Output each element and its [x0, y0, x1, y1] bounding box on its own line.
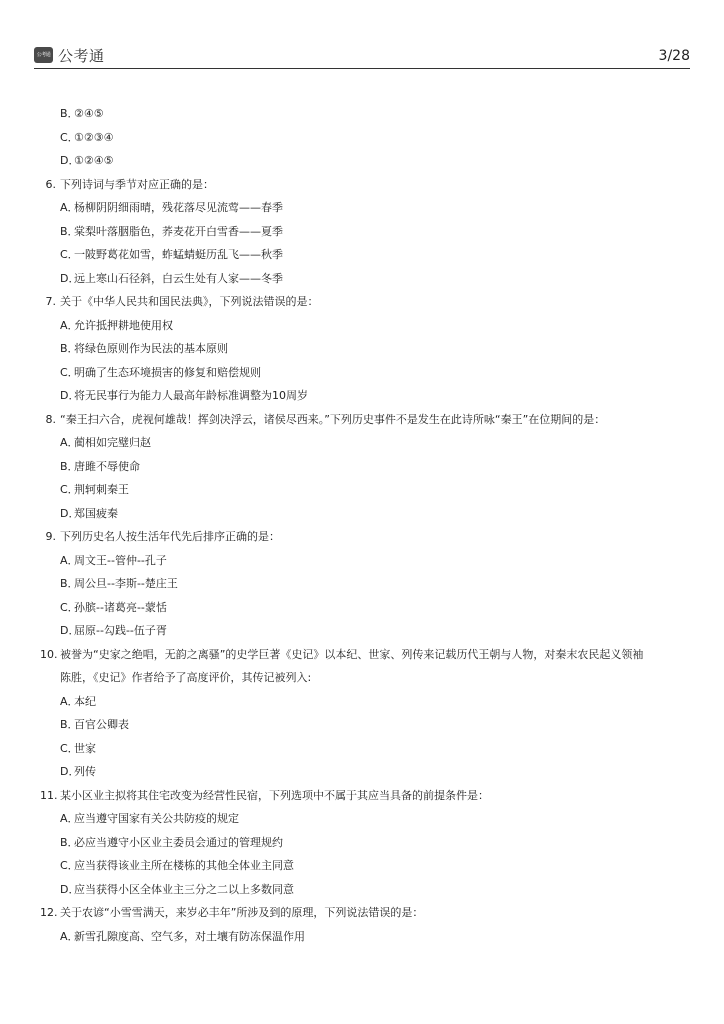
page-header	[34, 42, 690, 69]
option	[40, 572, 690, 596]
option-letter: A．	[60, 694, 79, 708]
option-letter: C．	[60, 248, 79, 261]
option	[40, 431, 690, 455]
option-letter: D．	[60, 624, 80, 637]
option-text: ②④⑤	[74, 107, 104, 120]
option	[40, 596, 690, 620]
option-letter: A．	[60, 812, 79, 825]
option-letter: C．	[60, 130, 79, 144]
question	[40, 525, 690, 643]
option	[40, 102, 690, 126]
question	[40, 408, 690, 526]
option-text: 本纪	[74, 694, 96, 708]
logo-text: 公考通	[58, 46, 105, 65]
option-letter: A．	[60, 929, 79, 943]
option-text: 必应当遵守小区业主委员会通过的管理规约	[74, 835, 283, 849]
option	[40, 619, 690, 643]
page-number: 3/28	[658, 48, 690, 64]
option	[40, 126, 690, 150]
option-text: 郑国疲秦	[74, 506, 118, 520]
option	[40, 314, 690, 338]
question-number: 8.	[45, 412, 56, 426]
option-letter: B．	[60, 342, 79, 355]
option-text: 杨柳阴阴细雨晴，残花落尽见流莺——春季	[74, 201, 283, 214]
option-text: 百官公卿表	[74, 718, 129, 731]
option	[40, 690, 690, 714]
option	[40, 149, 690, 173]
option	[40, 549, 690, 573]
option-text: 应当遵守国家有关公共防疫的规定	[74, 812, 239, 825]
option-letter: D．	[60, 882, 80, 896]
option-letter: A．	[60, 553, 79, 567]
option-letter: B．	[60, 577, 79, 590]
option	[40, 478, 690, 502]
leading-options	[40, 102, 690, 173]
option-text: 荆轲刺秦王	[74, 483, 129, 496]
option-letter: A．	[60, 318, 79, 332]
option-letter: C．	[60, 859, 79, 872]
question-stem: 关于《中华人民共和国民法典》，下列说法错误的是：	[60, 295, 319, 308]
question-stem: 下列历史名人按生活年代先后排序正确的是：	[60, 530, 280, 543]
option	[40, 831, 690, 855]
option	[40, 455, 690, 479]
question-number: 12.	[40, 906, 58, 919]
logo	[34, 45, 105, 65]
option	[40, 925, 690, 949]
option-letter: B．	[60, 718, 79, 731]
option-letter: B．	[60, 835, 79, 849]
option-letter: B．	[60, 459, 79, 473]
option-letter: C．	[60, 600, 79, 614]
option	[40, 737, 690, 761]
option-text: ①②④⑤	[74, 154, 114, 167]
option	[40, 854, 690, 878]
option	[40, 243, 690, 267]
option-text: 一陂野葛花如雪，蚱蜢蜻蜓历乱飞——秋季	[74, 248, 283, 261]
option	[40, 502, 690, 526]
question	[40, 643, 690, 784]
option-letter: A．	[60, 201, 79, 214]
option-letter: C．	[60, 741, 79, 755]
question-number: 7.	[45, 295, 56, 308]
option-text: 世家	[74, 741, 96, 755]
option-letter: D．	[60, 389, 80, 402]
option-text: 孙膑--诸葛亮--蒙恬	[74, 600, 167, 614]
question-number: 6.	[45, 177, 56, 191]
option-text: 屈原--勾践--伍子胥	[74, 624, 167, 637]
question	[40, 290, 690, 408]
question	[40, 901, 690, 948]
question-stem: 被誉为“史家之绝唱，无韵之离骚”的史学巨著《史记》以本纪、世家、列传来记载历代王朝与人物，对秦末农民起义领袖	[60, 647, 644, 661]
option	[40, 878, 690, 902]
option	[40, 713, 690, 737]
option-letter: B．	[60, 224, 79, 238]
option-text: 应当获得小区全体业主三分之二以上多数同意	[74, 882, 294, 896]
option-text: 周公旦--李斯--楚庄王	[74, 577, 178, 590]
question-stem: 关于农谚“小雪雪满天，来岁必丰年”所涉及到的原理，下列说法错误的是：	[60, 906, 424, 919]
option-text: 棠梨叶落胭脂色，荞麦花开白雪香——夏季	[74, 224, 283, 238]
option-letter: D．	[60, 506, 80, 520]
option-text: ①②③④	[74, 130, 114, 144]
option-text: 将绿色原则作为民法的基本原则	[74, 342, 228, 355]
question	[40, 173, 690, 291]
logo-badge: 公考通	[34, 47, 53, 63]
option	[40, 267, 690, 291]
question-list	[40, 102, 690, 948]
option-text: 应当获得该业主所在楼栋的其他全体业主同意	[74, 859, 294, 872]
option-text: 允许抵押耕地使用权	[74, 318, 173, 332]
option-text: 将无民事行为能力人最高年龄标准调整为10周岁	[74, 389, 308, 402]
option-text: 唐雎不辱使命	[74, 459, 140, 473]
option-text: 新雪孔隙度高、空气多，对土壤有防冻保温作用	[74, 929, 305, 943]
option-letter: D．	[60, 765, 80, 778]
question-stem: 某小区业主拟将其住宅改变为经营性民宿，下列选项中不属于其应当具备的前提条件是：	[60, 788, 489, 802]
option	[40, 196, 690, 220]
option	[40, 384, 690, 408]
option-text: 列传	[74, 765, 96, 778]
option-letter: C．	[60, 365, 79, 379]
option-letter: D．	[60, 154, 80, 167]
question-stem-continued: 陈胜，《史记》作者给予了高度评价，其传记被列入:	[60, 671, 312, 684]
option	[40, 337, 690, 361]
option	[40, 361, 690, 385]
question	[40, 784, 690, 902]
question-stem: 下列诗词与季节对应正确的是：	[60, 177, 214, 191]
option	[40, 220, 690, 244]
option-letter: D．	[60, 271, 80, 285]
option-text: 明确了生态环境损害的修复和赔偿规则	[74, 365, 261, 379]
question-number: 11.	[40, 788, 58, 802]
option-letter: C．	[60, 483, 79, 496]
option-letter: B．	[60, 107, 79, 120]
option	[40, 760, 690, 784]
option-text: 周文王--管仲--孔子	[74, 553, 167, 567]
option-text: 远上寒山石径斜，白云生处有人家——冬季	[74, 271, 283, 285]
question-number: 9.	[45, 530, 56, 543]
option-text: 蔺相如完璧归赵	[74, 436, 151, 449]
question-number: 10.	[40, 647, 58, 661]
option-letter: A．	[60, 436, 79, 449]
option	[40, 807, 690, 831]
question-stem: “秦王扫六合，虎视何雄哉！挥剑决浮云，诸侯尽西来。”下列历史事件不是发生在此诗所咏“秦王”在位期间的是：	[60, 412, 606, 426]
